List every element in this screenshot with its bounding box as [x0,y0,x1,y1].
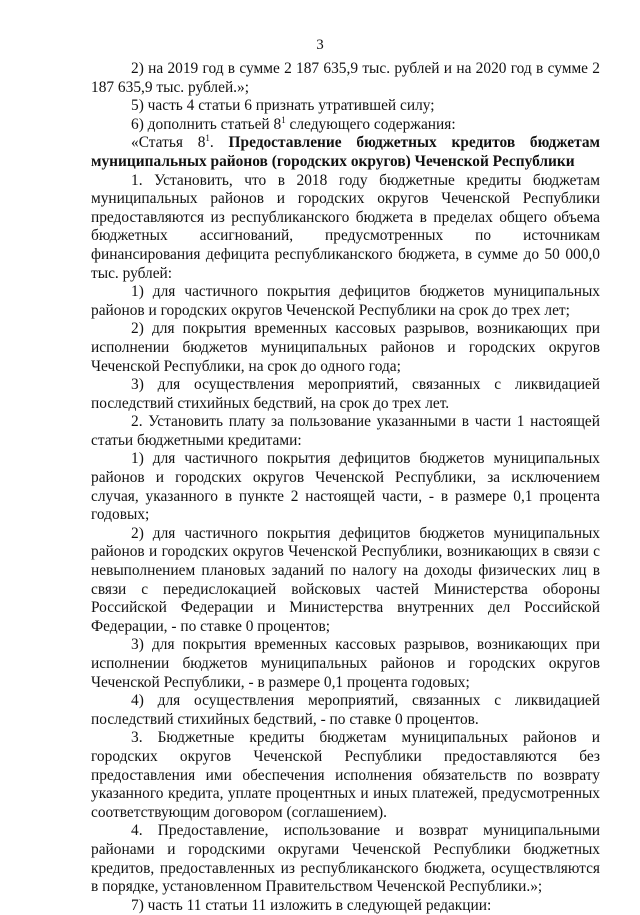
item-6-text-end: следующего содержания: [285,115,456,133]
article-superscript: 1 [281,114,286,125]
paragraph-p13: 4) для осуществления мероприятий, связанных с ликвидацией последствий стихийных бедствий, - по ставке 0 процентов. [91,692,600,728]
item-6-text-start: 6) дополнить статьей 8 [131,115,282,133]
paragraph-p2: 5) часть 4 статьи 6 признать утратившей силу; [131,97,435,115]
article-title: Предоставление бюджетных кредитов бюджетам муниципальных районов (городских округов) Чеченской Республики [91,134,600,170]
paragraph-p15: 4. Предоставление, использование и возврат муниципальными районами и городскими округами Чеченской Республики бюджетных кредитов, предоставленных из республиканского бюджета, осуществляются в порядке, установленном Правительством Чеченской Республики.»; [91,822,600,896]
page-number: 3 [316,37,324,53]
paragraph-p1: 2) на 2019 год в сумме 2 187 635,9 тыс. рублей и на 2020 год в сумме 2 187 635,9 тыс. рублей.»; [91,60,600,96]
paragraph-p7: 2) для покрытия временных кассовых разрывов, возникающих при исполнении бюджетов муниципальных районов и городских округов Чеченской Республики, на срок до одного года; [91,320,600,375]
paragraph-p12: 3) для покрытия временных кассовых разрывов, возникающих при исполнении бюджетов муниципальных районов и городских округов Чеченской Республики, - в размере 0,1 процента годовых; [91,636,600,691]
paragraph-p5: 1. Установить, что в 2018 году бюджетные кредиты бюджетам муниципальных районов и городских округов Чеченской Республики предоставляются из республиканского бюджета в пределах общего объема бюджетных ассигнований, предусмотренных по источникам финансирования дефицита республиканского бюджета, в сумме до 50 000,0 тыс. рублей: [91,171,600,282]
article-label-superscript: 1 [205,133,210,144]
article-heading [91,134,600,171]
article-label: «Статья 8 [131,134,206,152]
paragraph-p11: 2) для частичного покрытия дефицитов бюджетов муниципальных районов и городских округов Чеченской Республики, возникающих в связи с невыполнением плановых заданий по налогу на доходы физических лиц в связи с передислокацией войсковых частей Министерства обороны Российской Федерации и Министерства внутренних дел Российской Федерации, - по ставке 0 процентов; [91,524,600,635]
paragraph-p8: 3) для осуществления мероприятий, связанных с ликвидацией последствий стихийных бедствий, на срок до трех лет. [91,376,600,412]
document-body [91,60,600,915]
paragraph-p10: 1) для частичного покрытия дефицитов бюджетов муниципальных районов и городских округов Чеченской Республики, за исключением случая, указанного в пункте 2 настоящей части, - в размере 0,1 процента годовых; [91,450,600,524]
paragraph-p6: 1) для частичного покрытия дефицитов бюджетов муниципальных районов и городских округов Чеченской Республики на срок до трех лет; [91,283,600,319]
paragraph-p16: 7) часть 11 статьи 11 изложить в следующей редакции: [131,896,492,914]
paragraph-p14: 3. Бюджетные кредиты бюджетам муниципальных районов и городских округов Чеченской Республики предоставляются без предоставления ими обеспечения исполнения обязательств по возврату указанного кредита, уплате процентных и иных платежей, предусмотренных соответствующим договором (соглашением). [91,729,600,821]
paragraph-p3 [91,116,600,135]
article-label-dot: . [209,134,229,152]
paragraph-p9: 2. Установить плату за пользование указанными в части 1 настоящей статьи бюджетными кредитами: [91,413,600,449]
